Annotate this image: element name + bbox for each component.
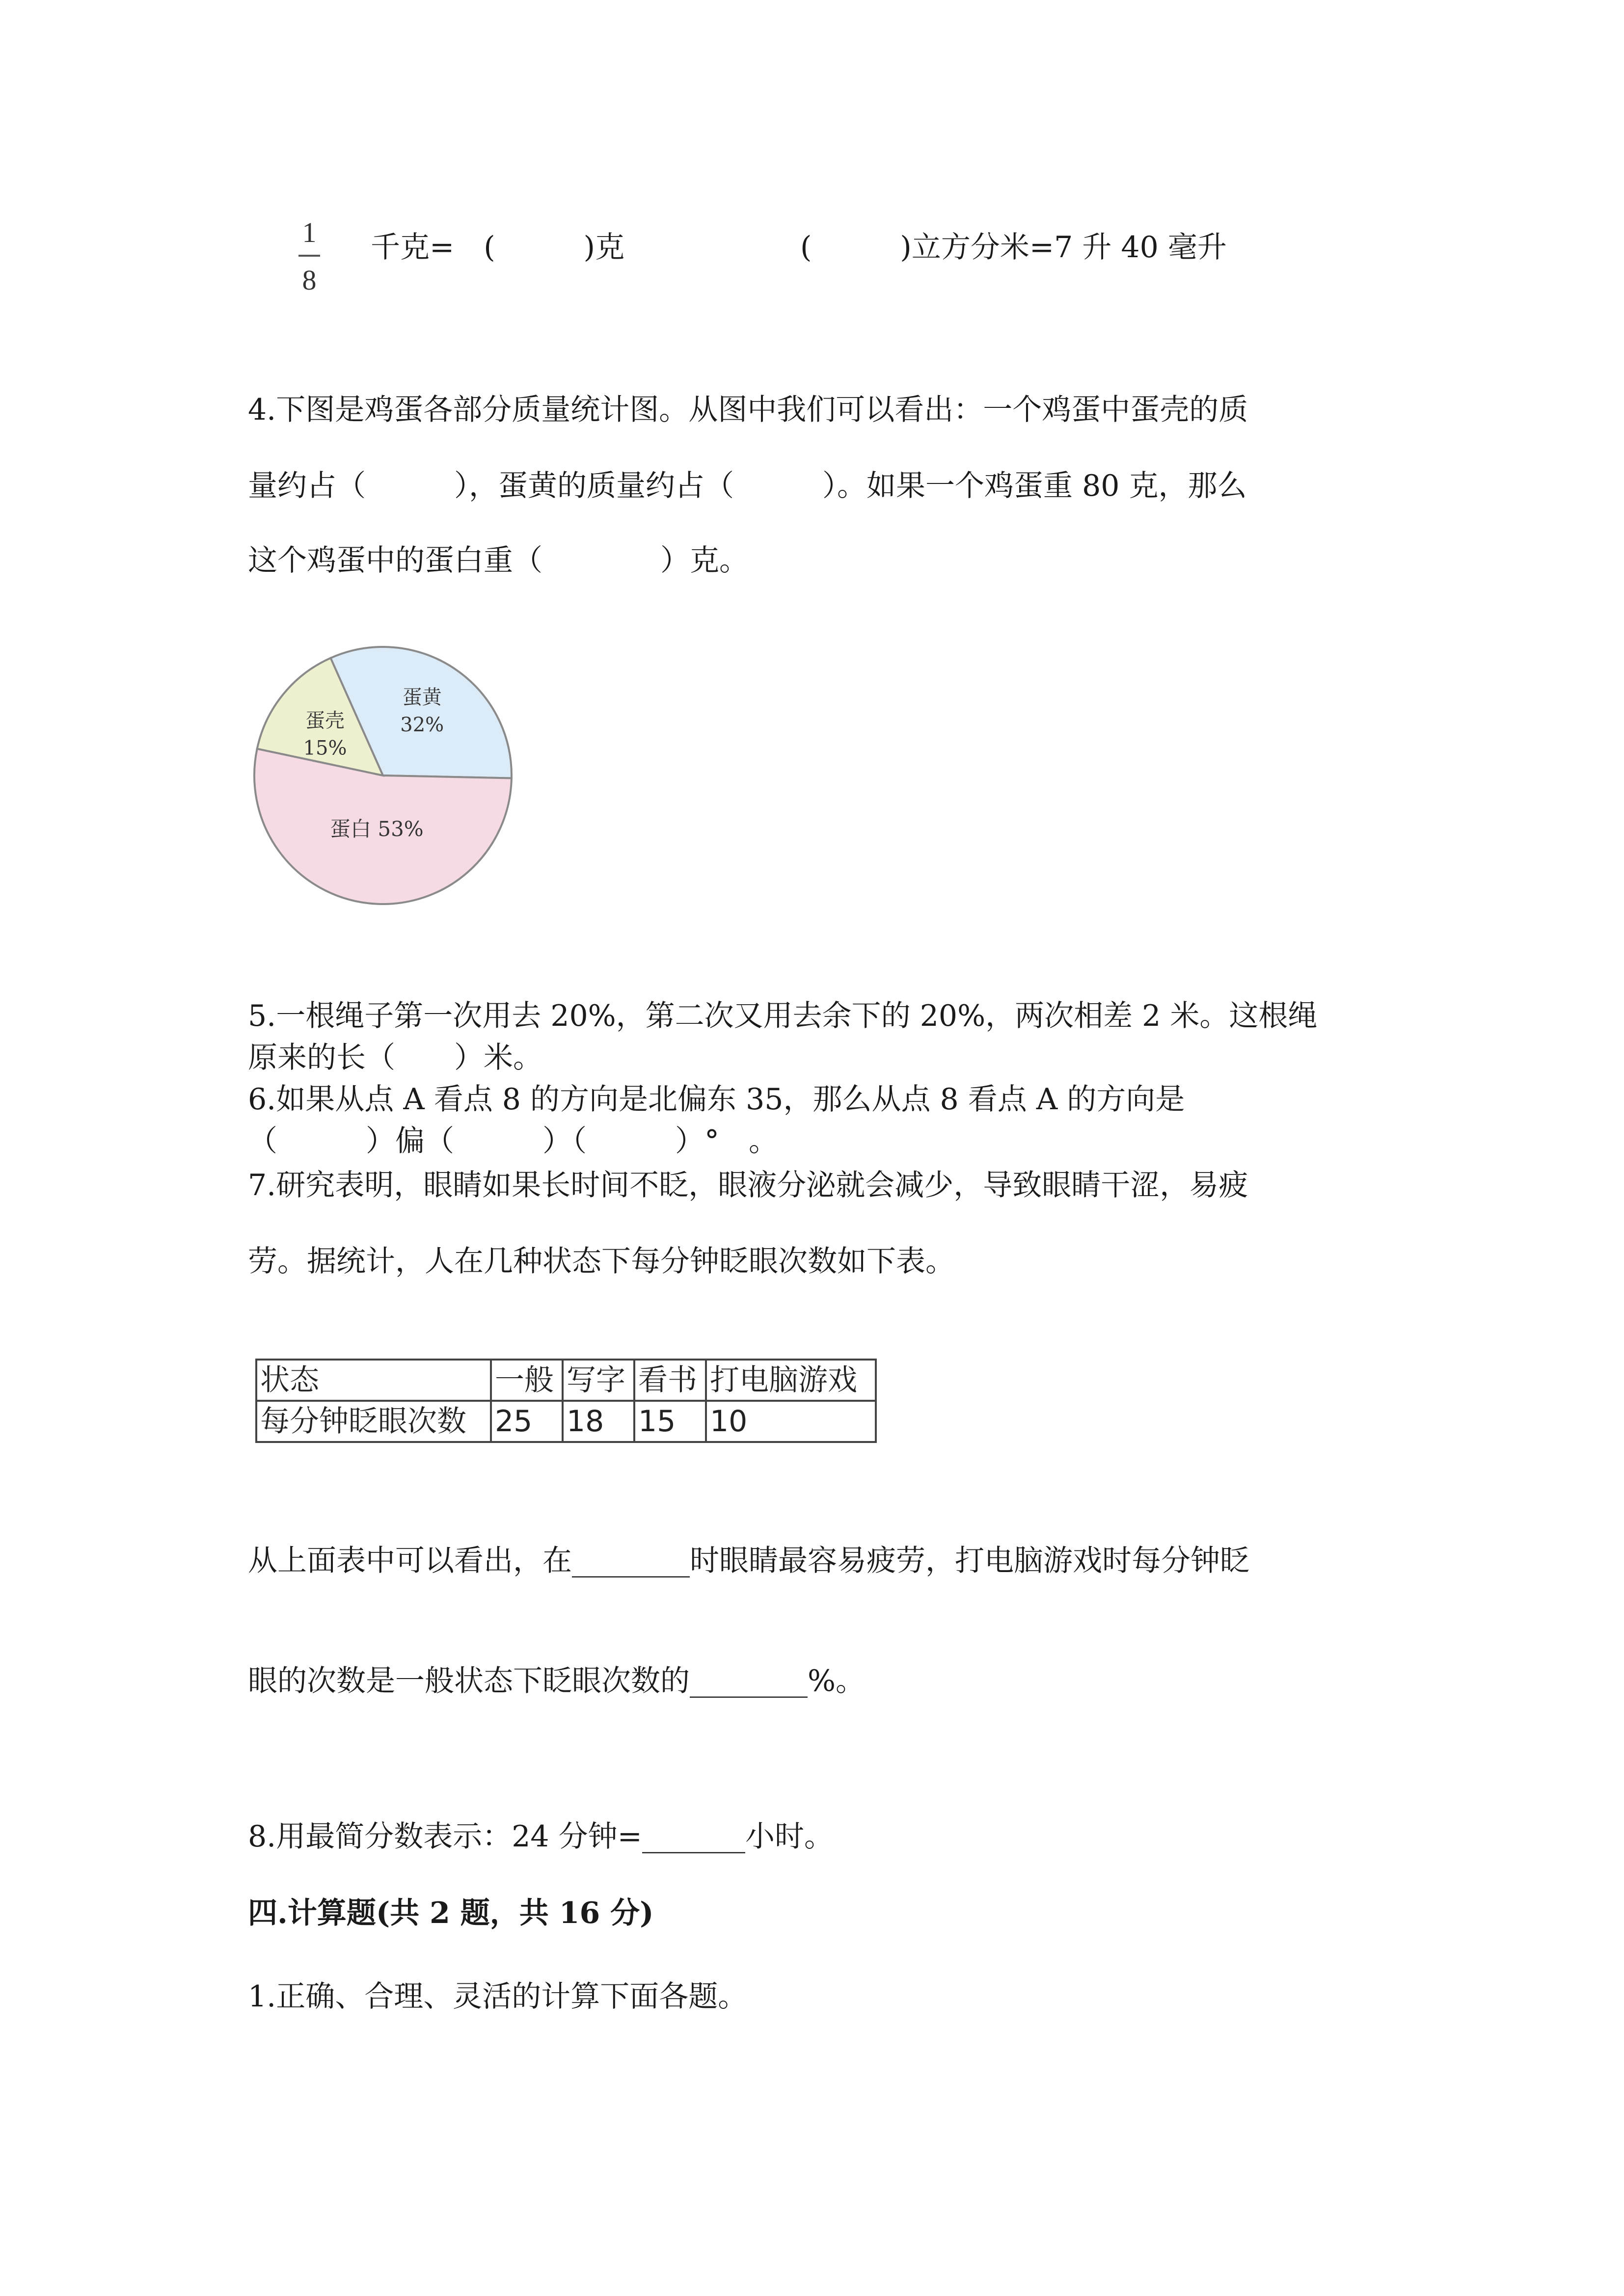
q5-line-2: 原来的长（ ）米。	[248, 1041, 542, 1075]
q6-line-2: （ ）偏（ ）（ ）° 。	[248, 1124, 778, 1158]
egg-pie-chart	[250, 643, 525, 918]
q4-line-1: 4.下图是鸡蛋各部分质量统计图。从图中我们可以看出：一个鸡蛋中蛋壳的质	[248, 393, 1248, 427]
fraction-denominator: 8	[302, 264, 317, 296]
table-cell: 15	[634, 1401, 706, 1442]
cubic-dm-blank: ( )立方分米=7 升 40 毫升	[800, 230, 1227, 265]
q7-after-line-1: 从上面表中可以看出，在________时眼睛最容易疲劳，打电脑游戏时每分钟眨	[248, 1544, 1249, 1578]
q7-after-line-2: 眼的次数是一般状态下眨眼次数的________%。	[248, 1664, 866, 1698]
table-header-row	[256, 1360, 876, 1401]
pie-value-yolk: 32%	[400, 713, 444, 736]
table-cell: 每分钟眨眼次数	[256, 1401, 491, 1442]
pie-value-shell: 15%	[303, 737, 347, 760]
fraction-one-eighth	[295, 216, 324, 296]
blink-frequency-table	[255, 1359, 877, 1443]
pie-label-shell: 蛋壳	[305, 709, 345, 732]
kg-to-g-blank: 千克= ( )克	[371, 230, 625, 265]
fraction-bar	[298, 255, 320, 257]
q8-line-1: 8.用最简分数表示：24 分钟=_______小时。	[248, 1819, 834, 1854]
section4-q1: 1.正确、合理、灵活的计算下面各题。	[248, 1979, 748, 2014]
q4-line-3: 这个鸡蛋中的蛋白重（ ）克。	[248, 543, 749, 578]
pie-label-yolk: 蛋黄	[402, 686, 442, 709]
fraction-numerator: 1	[302, 216, 317, 248]
section-heading: 四.计算题(共 2 题，共 16 分)	[248, 1896, 654, 1930]
table-cell: 写字	[563, 1360, 634, 1401]
table-cell: 10	[706, 1401, 876, 1442]
q4-line-2: 量约占（ ），蛋黄的质量约占（ ）。如果一个鸡蛋重 80 克，那么	[248, 469, 1247, 503]
table-row	[256, 1401, 876, 1442]
table-cell: 打电脑游戏	[706, 1360, 876, 1401]
table-cell: 18	[563, 1401, 634, 1442]
pie-label-white: 蛋白 53%	[330, 817, 424, 841]
table-cell: 看书	[634, 1360, 706, 1401]
table-cell: 一般	[491, 1360, 563, 1401]
table-cell: 状态	[256, 1360, 491, 1401]
q6-line-1: 6.如果从点 A 看点 8 的方向是北偏东 35，那么从点 8 看点 A 的方向是	[248, 1082, 1185, 1117]
q5-line-1: 5.一根绳子第一次用去 20%，第二次又用去余下的 20%，两次相差 2 米。这根绳	[248, 999, 1318, 1033]
table-cell: 25	[491, 1401, 563, 1442]
q7-line-2: 劳。据统计，人在几种状态下每分钟眨眼次数如下表。	[248, 1244, 955, 1279]
q7-line-1: 7.研究表明，眼睛如果长时间不眨，眼液分泌就会减少，导致眼睛干涩，易疲	[248, 1168, 1248, 1202]
